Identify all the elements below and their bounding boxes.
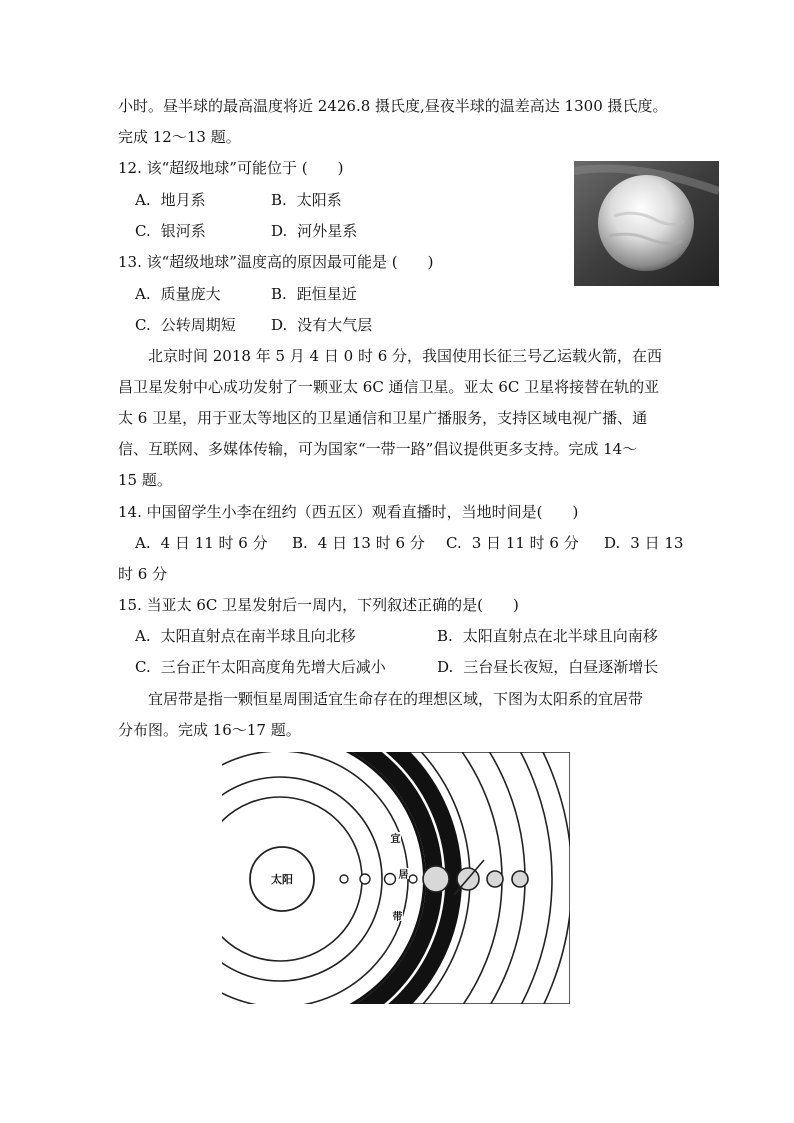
option-label: C. (135, 222, 151, 240)
passage-3-line-1: 宜居带是指一颗恒星周围适宜生命存在的理想区域，下图为太阳系的宜居带 (118, 690, 644, 708)
q15-option-d (437, 657, 658, 677)
question-14-stem: 14. 中国留学生小李在纽约（西五区）观看直播时，当地时间是( ) (118, 503, 579, 521)
intro-line-2: 完成 12～13 题。 (118, 128, 241, 146)
passage-3-line-2: 分布图。完成 16～17 题。 (118, 721, 301, 739)
q12-option-b (271, 190, 342, 210)
question-13-stem: 13. 该“超级地球”温度高的原因最可能是 ( ) (118, 253, 434, 271)
passage-2-line-3: 太 6 卫星，用于亚太等地区的卫星通信和卫星广播服务，支持区域电视广播、通 (118, 409, 648, 427)
q13-option-c (135, 315, 236, 335)
planet-neptune (512, 871, 528, 887)
option-label: B. (271, 285, 287, 303)
zone-char-1: 宜 (390, 834, 401, 845)
option-text: 太阳直射点在南半球且向北移 (160, 627, 356, 645)
option-text: 质量庞大 (160, 285, 221, 303)
q13-option-b (271, 284, 357, 304)
option-text: 三台昼长夜短，白昼逐渐增长 (463, 658, 659, 676)
q14-option-c (446, 533, 579, 553)
planet-venus (360, 874, 370, 884)
planet-earth (385, 874, 396, 885)
q14-option-a (135, 533, 268, 553)
option-text: 没有大气层 (297, 316, 373, 334)
option-label: D. (604, 534, 621, 552)
option-text: 3 日 11 时 6 分 (471, 534, 579, 552)
option-label: C. (135, 316, 151, 334)
option-label: B. (437, 627, 453, 645)
option-text: 太阳直射点在北半球且向南移 (462, 627, 658, 645)
q13-option-d (271, 315, 372, 335)
option-text: 3 日 13 (630, 534, 684, 552)
habitable-zone-diagram (222, 752, 570, 1004)
option-label: B. (271, 191, 287, 209)
planet-uranus (487, 871, 503, 887)
super-earth-image (574, 161, 719, 286)
zone-char-3: 带 (392, 912, 403, 923)
q12-option-c (135, 221, 206, 241)
option-label: A. (135, 534, 151, 552)
planet-jupiter (423, 866, 449, 892)
option-label: A. (135, 191, 151, 209)
option-label: B. (292, 534, 308, 552)
option-label: C. (446, 534, 462, 552)
option-label: C. (135, 658, 151, 676)
passage-2-line-4: 信、互联网、多媒体传输，可为国家“一带一路”倡议提供更多支持。完成 14～ (118, 440, 638, 458)
option-label: D. (437, 658, 454, 676)
passage-2-line-2: 昌卫星发射中心成功发射了一颗亚太 6C 通信卫星。亚太 6C 卫星将接替在轨的亚 (118, 378, 660, 396)
planet-mars (409, 875, 417, 883)
question-15-stem: 15. 当亚太 6C 卫星发射后一周内，下列叙述正确的是( ) (118, 596, 519, 614)
option-label: A. (135, 627, 151, 645)
option-text: 太阳系 (296, 191, 342, 209)
passage-2-line-1: 北京时间 2018 年 5 月 4 日 0 时 6 分，我国使用长征三号乙运载火箭，在西 (118, 347, 663, 365)
q12-option-a (135, 190, 206, 210)
option-text: 4 日 11 时 6 分 (160, 534, 268, 552)
q14-option-d-wrap: 时 6 分 (118, 565, 168, 583)
q15-option-c (135, 657, 386, 677)
q15-option-b (437, 626, 658, 646)
option-text: 公转周期短 (160, 316, 236, 334)
q15-option-a (135, 626, 356, 646)
option-text: 距恒星近 (296, 285, 357, 303)
option-text: 4 日 13 时 6 分 (317, 534, 425, 552)
option-label: D. (271, 316, 288, 334)
q14-option-b (292, 533, 425, 553)
option-text: 银河系 (160, 222, 206, 240)
sun-label: 太阳 (271, 873, 293, 886)
option-text: 三台正午太阳高度角先增大后减小 (160, 658, 386, 676)
q12-option-d (271, 221, 357, 241)
option-label: A. (135, 285, 151, 303)
zone-char-2: 居 (398, 870, 409, 881)
planet-mercury (340, 875, 348, 883)
q13-option-a (135, 284, 221, 304)
option-text: 地月系 (160, 191, 206, 209)
question-12-stem: 12. 该“超级地球”可能位于 ( ) (118, 159, 344, 177)
intro-line-1: 小时。昼半球的最高温度将近 2426.8 摄氏度,昼夜半球的温差高达 1300 摄氏度。 (118, 97, 668, 115)
passage-2-line-5: 15 题。 (118, 471, 172, 489)
q14-option-d (604, 533, 683, 553)
option-text: 河外星系 (297, 222, 358, 240)
option-label: D. (271, 222, 288, 240)
